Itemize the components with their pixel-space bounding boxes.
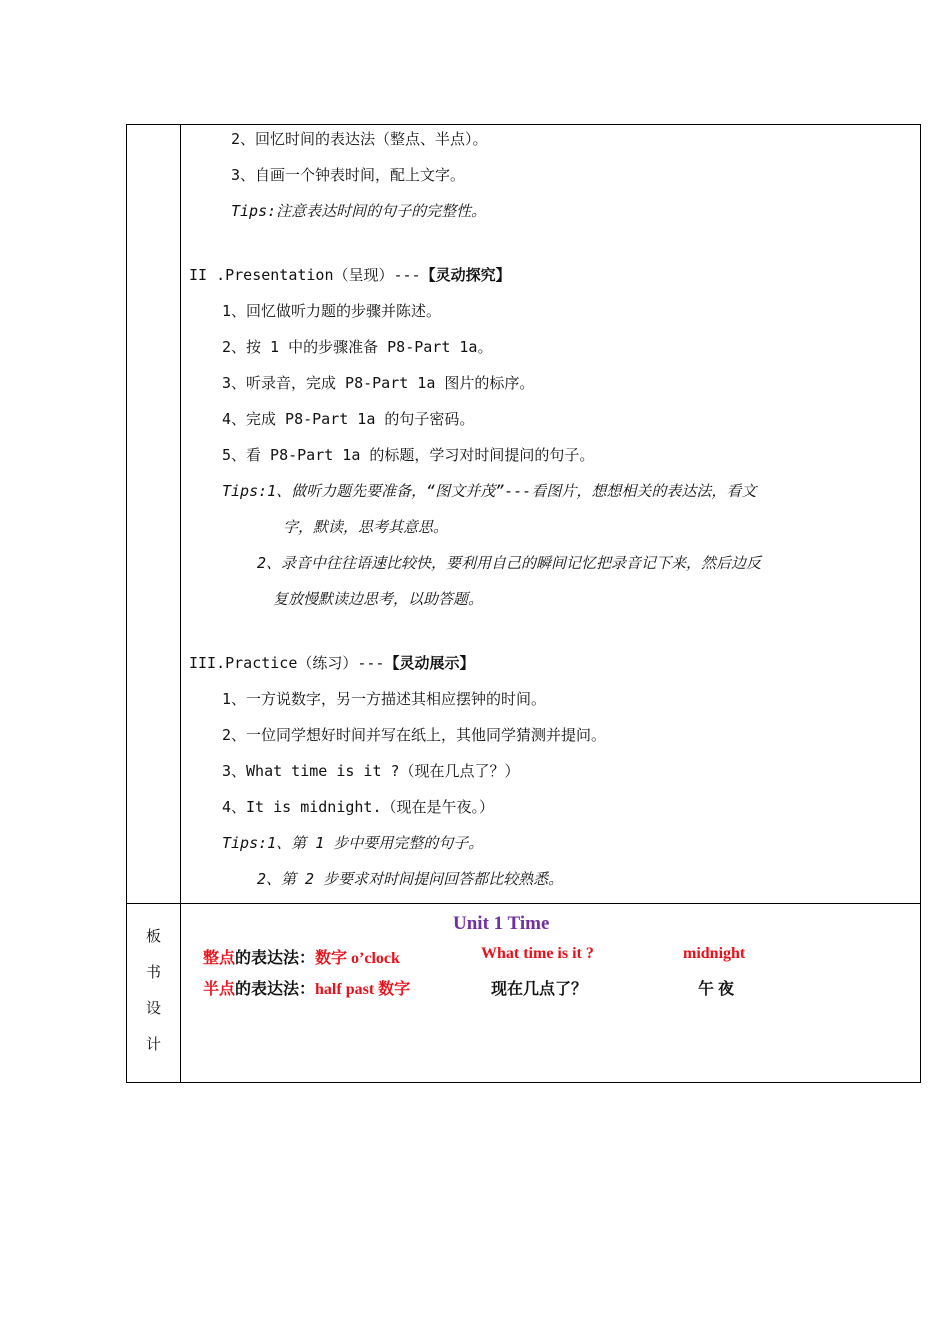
board-question: What time is it ? <box>481 945 594 962</box>
practice-heading <box>189 653 474 673</box>
side-label-char-4: 计 <box>145 1035 161 1053</box>
practice-item-1: 1、一方说数字，另一方描述其相应摆钟的时间。 <box>222 690 547 708</box>
board-row2-red-a: 半点 <box>203 981 236 998</box>
column-divider <box>180 125 181 1082</box>
board-midnight: midnight <box>683 945 746 962</box>
presentation-item-1: 1、回忆做听力题的步骤并陈述。 <box>222 302 442 320</box>
board-title: Unit 1 Time <box>453 913 550 934</box>
side-label-char-3: 设 <box>145 999 161 1017</box>
presentation-tip-2a: 2、录音中往往语速比较快，要利用自己的瞬间记忆把录音记下来，然后边反 <box>257 554 762 572</box>
presentation-heading-text: II .Presentation（呈现）--- <box>189 266 421 284</box>
practice-item-2: 2、一位同学想好时间并写在纸上，其他同学猜测并提问。 <box>222 726 607 744</box>
lesson-table <box>126 124 921 1083</box>
board-row2-black: 的表达法： <box>235 981 316 998</box>
presentation-item-4: 4、完成 P8-Part 1a 的句子密码。 <box>222 410 475 428</box>
board-question-translation: 现在几点了？ <box>491 981 588 998</box>
practice-item-3: 3、What time is it ?（现在几点了？） <box>222 762 520 780</box>
practice-item-4: 4、It is midnight.（现在是午夜。） <box>222 798 494 816</box>
section1-tip: Tips:注意表达时间的句子的完整性。 <box>231 202 487 220</box>
presentation-item-2: 2、按 1 中的步骤准备 P8-Part 1a。 <box>222 338 493 356</box>
side-label-char-1: 板 <box>145 927 161 945</box>
board-midnight-translation: 午 夜 <box>698 981 735 998</box>
presentation-heading-bold: 【灵动探究】 <box>420 266 511 284</box>
presentation-tip-2b: 复放慢默读边思考，以助答题。 <box>273 590 484 608</box>
presentation-item-5: 5、看 P8-Part 1a 的标题，学习对时间提问的句子。 <box>222 446 595 464</box>
presentation-tip-1a: Tips:1、做听力题先要准备，“图文并茂”---看图片，想想相关的表达法，看文 <box>222 482 757 500</box>
section1-line-3: 3、自画一个钟表时间，配上文字。 <box>231 166 466 184</box>
presentation-heading <box>189 265 511 285</box>
practice-heading-text: III.Practice（练习）--- <box>189 654 385 672</box>
side-label-char-2: 书 <box>145 963 161 981</box>
section1-line-2: 2、回忆时间的表达法（整点、半点）。 <box>231 130 488 148</box>
presentation-tip-1b: 字，默读，思考其意思。 <box>283 518 449 536</box>
board-row1-red-b: 数字 o’clock <box>315 950 400 967</box>
practice-tip-1: Tips:1、第 1 步中要用完整的句子。 <box>222 834 484 852</box>
board-row1-red-a: 整点 <box>203 950 236 967</box>
board-row1-expression <box>203 945 400 968</box>
practice-heading-bold: 【灵动展示】 <box>384 654 475 672</box>
board-row1-black: 的表达法： <box>235 950 316 967</box>
practice-tip-2: 2、第 2 步要求对时间提问回答都比较熟悉。 <box>257 870 564 888</box>
board-row2-expression <box>203 976 410 999</box>
row-divider <box>127 903 920 904</box>
board-row2-red-b: half past 数字 <box>315 981 411 998</box>
presentation-item-3: 3、听录音，完成 P8-Part 1a 图片的标序。 <box>222 374 535 392</box>
